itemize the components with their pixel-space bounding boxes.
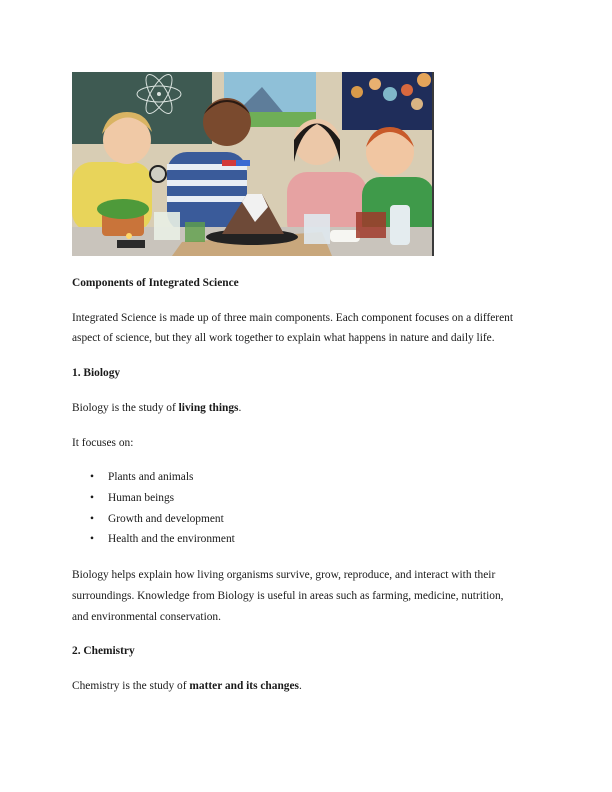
biology-focus-label: It focuses on: [72, 437, 134, 449]
definition-text: Chemistry is the study of [72, 680, 190, 692]
list-item: Growth and development [108, 513, 224, 525]
bullet-icon: • [90, 513, 94, 525]
hero-image [72, 72, 434, 256]
definition-bold-term: living things [178, 402, 239, 414]
biology-definition [72, 401, 241, 415]
list-item: Plants and animals [108, 471, 194, 483]
biology-explanation-line-1: Biology helps explain how living organisms survive, grow, reproduce, and interact with their [72, 569, 496, 581]
biology-explanation-line-2: surroundings. Knowledge from Biology is useful in areas such as farming, medicine, nutrition, [72, 590, 504, 602]
definition-bold-term: matter and its changes [189, 680, 299, 692]
definition-period: . [298, 680, 302, 692]
bullet-icon: • [90, 533, 94, 545]
intro-paragraph-line-1: Integrated Science is made up of three main components. Each component focuses on a different [72, 312, 514, 324]
classroom-illustration [72, 72, 434, 256]
chemistry-definition [72, 679, 302, 693]
list-item: Health and the environment [108, 533, 235, 545]
biology-explanation-line-3: and environmental conservation. [72, 611, 221, 623]
chemistry-heading: 2. Chemistry [72, 645, 135, 657]
intro-paragraph-line-2: aspect of science, but they all work together to explain what happens in nature and daily life. [72, 332, 495, 344]
section-title: Components of Integrated Science [72, 277, 239, 289]
definition-text: Biology is the study of [72, 402, 179, 414]
biology-heading: 1. Biology [72, 367, 121, 379]
bullet-icon: • [90, 492, 94, 504]
bullet-icon: • [90, 471, 94, 483]
definition-period: . [238, 402, 242, 414]
list-item: Human beings [108, 492, 175, 504]
